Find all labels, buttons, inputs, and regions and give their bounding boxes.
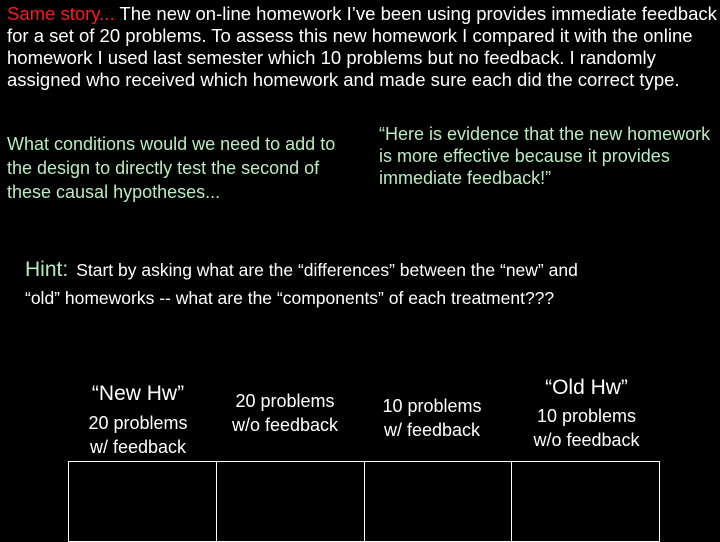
condition-box-2 xyxy=(216,461,365,542)
condition-feedback: w/o feedback xyxy=(533,430,640,450)
hint-line-2: “old” homeworks -- what are the “components” of each treatment??? xyxy=(25,288,555,308)
hint-text-1: Start by asking what are the “differences” between the “new” and xyxy=(76,260,578,280)
condition-10-feedback xyxy=(362,394,502,442)
condition-feedback: w/ feedback xyxy=(89,437,187,457)
condition-old-hw xyxy=(514,376,659,452)
condition-feedback: w/ feedback xyxy=(383,420,481,440)
design-question: What conditions would we need to add to the design to directly test the second of these causal hypotheses... xyxy=(7,134,336,202)
condition-problems: 10 problems xyxy=(536,406,637,426)
intro-paragraph xyxy=(7,3,717,91)
condition-problems: 10 problems xyxy=(382,396,482,416)
condition-heading: “New Hw” xyxy=(91,382,185,405)
condition-feedback: w/o feedback xyxy=(231,415,339,435)
condition-box-3 xyxy=(364,461,513,542)
condition-heading: “Old Hw” xyxy=(545,376,628,399)
intro-body: The new on-line homework I’ve been using provides immediate feedback for a set of 20 problems. To assess this new homework I compared it with the online homework I used last semester which 10 problems but no feedback. I randomly assigned who received which homework and made sure each did the correct type. xyxy=(7,3,717,90)
condition-problems: 20 problems xyxy=(88,413,188,433)
condition-box-1 xyxy=(68,461,217,542)
hint-line-1 xyxy=(25,258,715,282)
hint-label: Hint: xyxy=(25,258,69,281)
condition-20-no-feedback xyxy=(215,389,355,437)
condition-box-4 xyxy=(511,461,660,542)
condition-new-hw xyxy=(68,382,208,459)
intro-lead: Same story... xyxy=(7,3,115,24)
causal-hypothesis-quote: “Here is evidence that the new homework is more effective because it provides immediate feedback!” xyxy=(379,124,711,188)
condition-problems: 20 problems xyxy=(235,391,335,411)
condition-boxes xyxy=(68,461,660,542)
